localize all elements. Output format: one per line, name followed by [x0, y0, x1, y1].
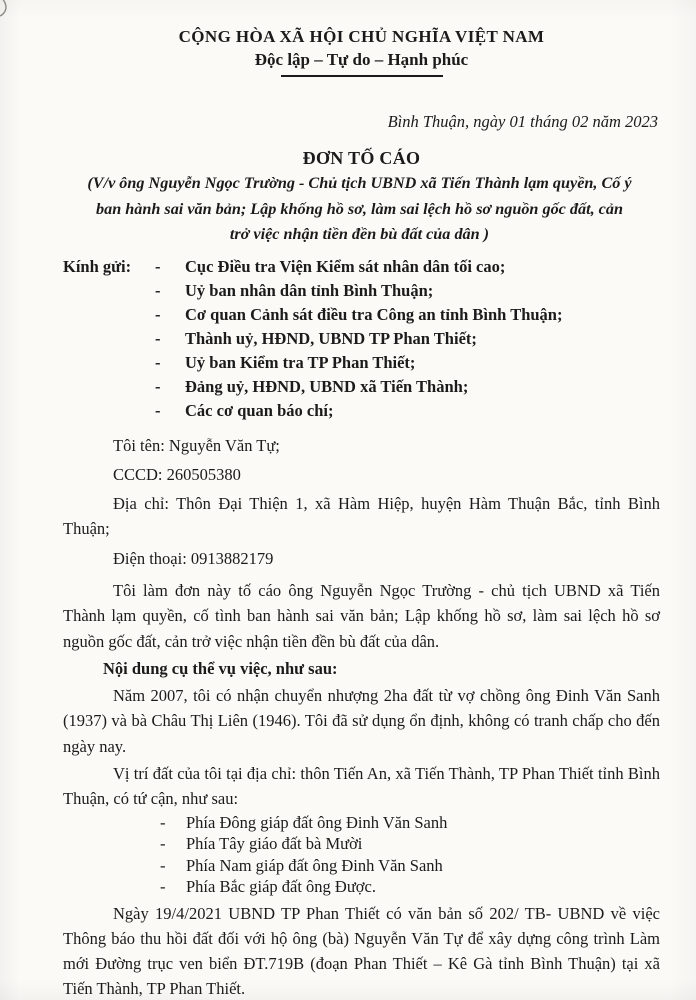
- boundary-item: Phía Tây giáo đất bà Mười: [186, 834, 363, 854]
- recipient-item: Thành uỷ, HĐND, UBND TP Phan Thiết;: [185, 328, 477, 348]
- location-paragraph: Vị trí đất của tôi tại địa chỉ: thôn Tiến An, xã Tiến Thành, TP Phan Thiết tỉnh Bình Thuận, có tứ cận, như sau:: [63, 764, 660, 809]
- recipient-item: Các cơ quan báo chí;: [185, 400, 334, 420]
- sender-info: [63, 433, 660, 571]
- boundary-item: Phía Nam giáp đất ông Đinh Văn Sanh: [186, 855, 443, 875]
- content-heading: Nội dung cụ thể vụ việc, như sau:: [103, 658, 338, 678]
- recipients-label: Kính gửi:: [63, 256, 132, 276]
- dash-bullet: -: [155, 304, 161, 324]
- national-motto-line1: CỘNG HÒA XÃ HỘI CHỦ NGHĨA VIỆT NAM: [178, 27, 545, 46]
- notice-paragraph: Ngày 19/4/2021 UBND TP Phan Thiết có văn bản số 202/ TB- UBND về việc Thông báo thu hồi đất đối với hộ ông (bà) Nguyễn Văn Tự để xây dựng công trình Làm mới Đường trục ven biển ĐT.719B (đoạn Phan Thiết – Kê Gà tỉnh Bình Thuận) tại xã Tiến Thành, TP Phan Thiết.: [63, 903, 660, 998]
- recipient-item: Cơ quan Cảnh sát điều tra Công an tỉnh Bình Thuận;: [185, 304, 563, 324]
- recipient-row: [63, 351, 660, 375]
- indent-spacer: [63, 351, 155, 375]
- sender-phone-line: Điện thoại: 0913882179: [113, 548, 274, 568]
- boundary-row: [160, 833, 660, 855]
- subject-line: (V/v ông Nguyễn Ngọc Trường - Chủ tịch UBND xã Tiến Thành lạm quyền, Cố ý: [87, 174, 632, 192]
- indent-spacer: [63, 399, 155, 423]
- accusation-paragraph: Tôi làm đơn này tố cáo ông Nguyễn Ngọc Trường - chủ tịch UBND xã Tiến Thành lạm quyền, cố tình ban hành sai văn bản; Lập khống hồ sơ, làm sai lệch hồ sơ nguồn gốc đất, cản trở việc nhận tiền đền bù đất của dân.: [63, 580, 660, 651]
- document-subject: [47, 171, 672, 248]
- recipient-item: Cục Điều tra Viện Kiểm sát nhân dân tối cao;: [185, 256, 506, 276]
- dash-bullet: -: [160, 812, 166, 832]
- boundary-row: [160, 855, 660, 877]
- recipient-row: [63, 279, 660, 303]
- boundary-item: Phía Bắc giáp đất ông Được.: [186, 877, 376, 897]
- national-motto-line2: Độc lập – Tự do – Hạnh phúc: [254, 50, 469, 69]
- dash-bullet: -: [155, 280, 161, 300]
- recipient-item: Đảng uỷ, HĐND, UBND xã Tiến Thành;: [185, 376, 469, 396]
- sender-address-line: Địa chỉ: Thôn Đại Thiện 1, xã Hàm Hiệp, huyện Hàm Thuận Bắc, tỉnh Bình Thuận;: [63, 494, 660, 539]
- dash-bullet: -: [155, 400, 161, 420]
- dash-bullet: -: [160, 834, 166, 854]
- boundary-row: [160, 812, 660, 834]
- sender-name-line: Tôi tên: Nguyễn Văn Tự;: [113, 435, 280, 455]
- dash-bullet: -: [155, 256, 161, 276]
- recipients-list: [63, 255, 660, 423]
- dash-bullet: -: [160, 877, 166, 897]
- subject-line: ban hành sai văn bản; Lập khống hồ sơ, làm sai lệch hồ sơ nguồn gốc đất, cản: [96, 199, 623, 218]
- recipient-row: [63, 303, 660, 327]
- recipient-row: [63, 375, 660, 399]
- dash-bullet: -: [155, 352, 161, 372]
- indent-spacer: [63, 303, 155, 327]
- boundary-row: [160, 876, 660, 898]
- dash-bullet: -: [160, 855, 166, 875]
- scan-artifact-mark: [0, 0, 22, 26]
- recipient-item: Uỷ ban Kiểm tra TP Phan Thiết;: [185, 352, 416, 372]
- history-paragraph: Năm 2007, tôi có nhận chuyển nhượng 2ha đất từ vợ chồng ông Đinh Văn Sanh (1937) và bà Châu Thị Liên (1946). Tôi đã sử dụng ổn định, không có tranh chấp cho đến ngày nay.: [63, 686, 660, 756]
- sender-id-line: CCCD: 260505380: [113, 464, 241, 484]
- indent-spacer: [63, 327, 155, 351]
- indent-spacer: [63, 375, 155, 399]
- subject-line: trở việc nhận tiền đền bù đất của dân ): [229, 225, 490, 243]
- recipient-row: [63, 255, 660, 279]
- date-place-line: Bình Thuận, ngày 01 tháng 02 năm 2023: [387, 112, 658, 131]
- recipient-row: [63, 327, 660, 351]
- national-header: [63, 26, 660, 77]
- dash-bullet: -: [155, 328, 161, 348]
- boundaries-list: [160, 812, 660, 898]
- document-title: ĐƠN TỐ CÁO: [302, 148, 421, 168]
- header-underline: [281, 75, 443, 77]
- indent-spacer: [63, 279, 155, 303]
- boundary-item: Phía Đông giáp đất ông Đinh Văn Sanh: [186, 812, 448, 832]
- recipient-row: [63, 399, 660, 423]
- dash-bullet: -: [155, 376, 161, 396]
- recipient-item: Uỷ ban nhân dân tỉnh Bình Thuận;: [185, 280, 434, 300]
